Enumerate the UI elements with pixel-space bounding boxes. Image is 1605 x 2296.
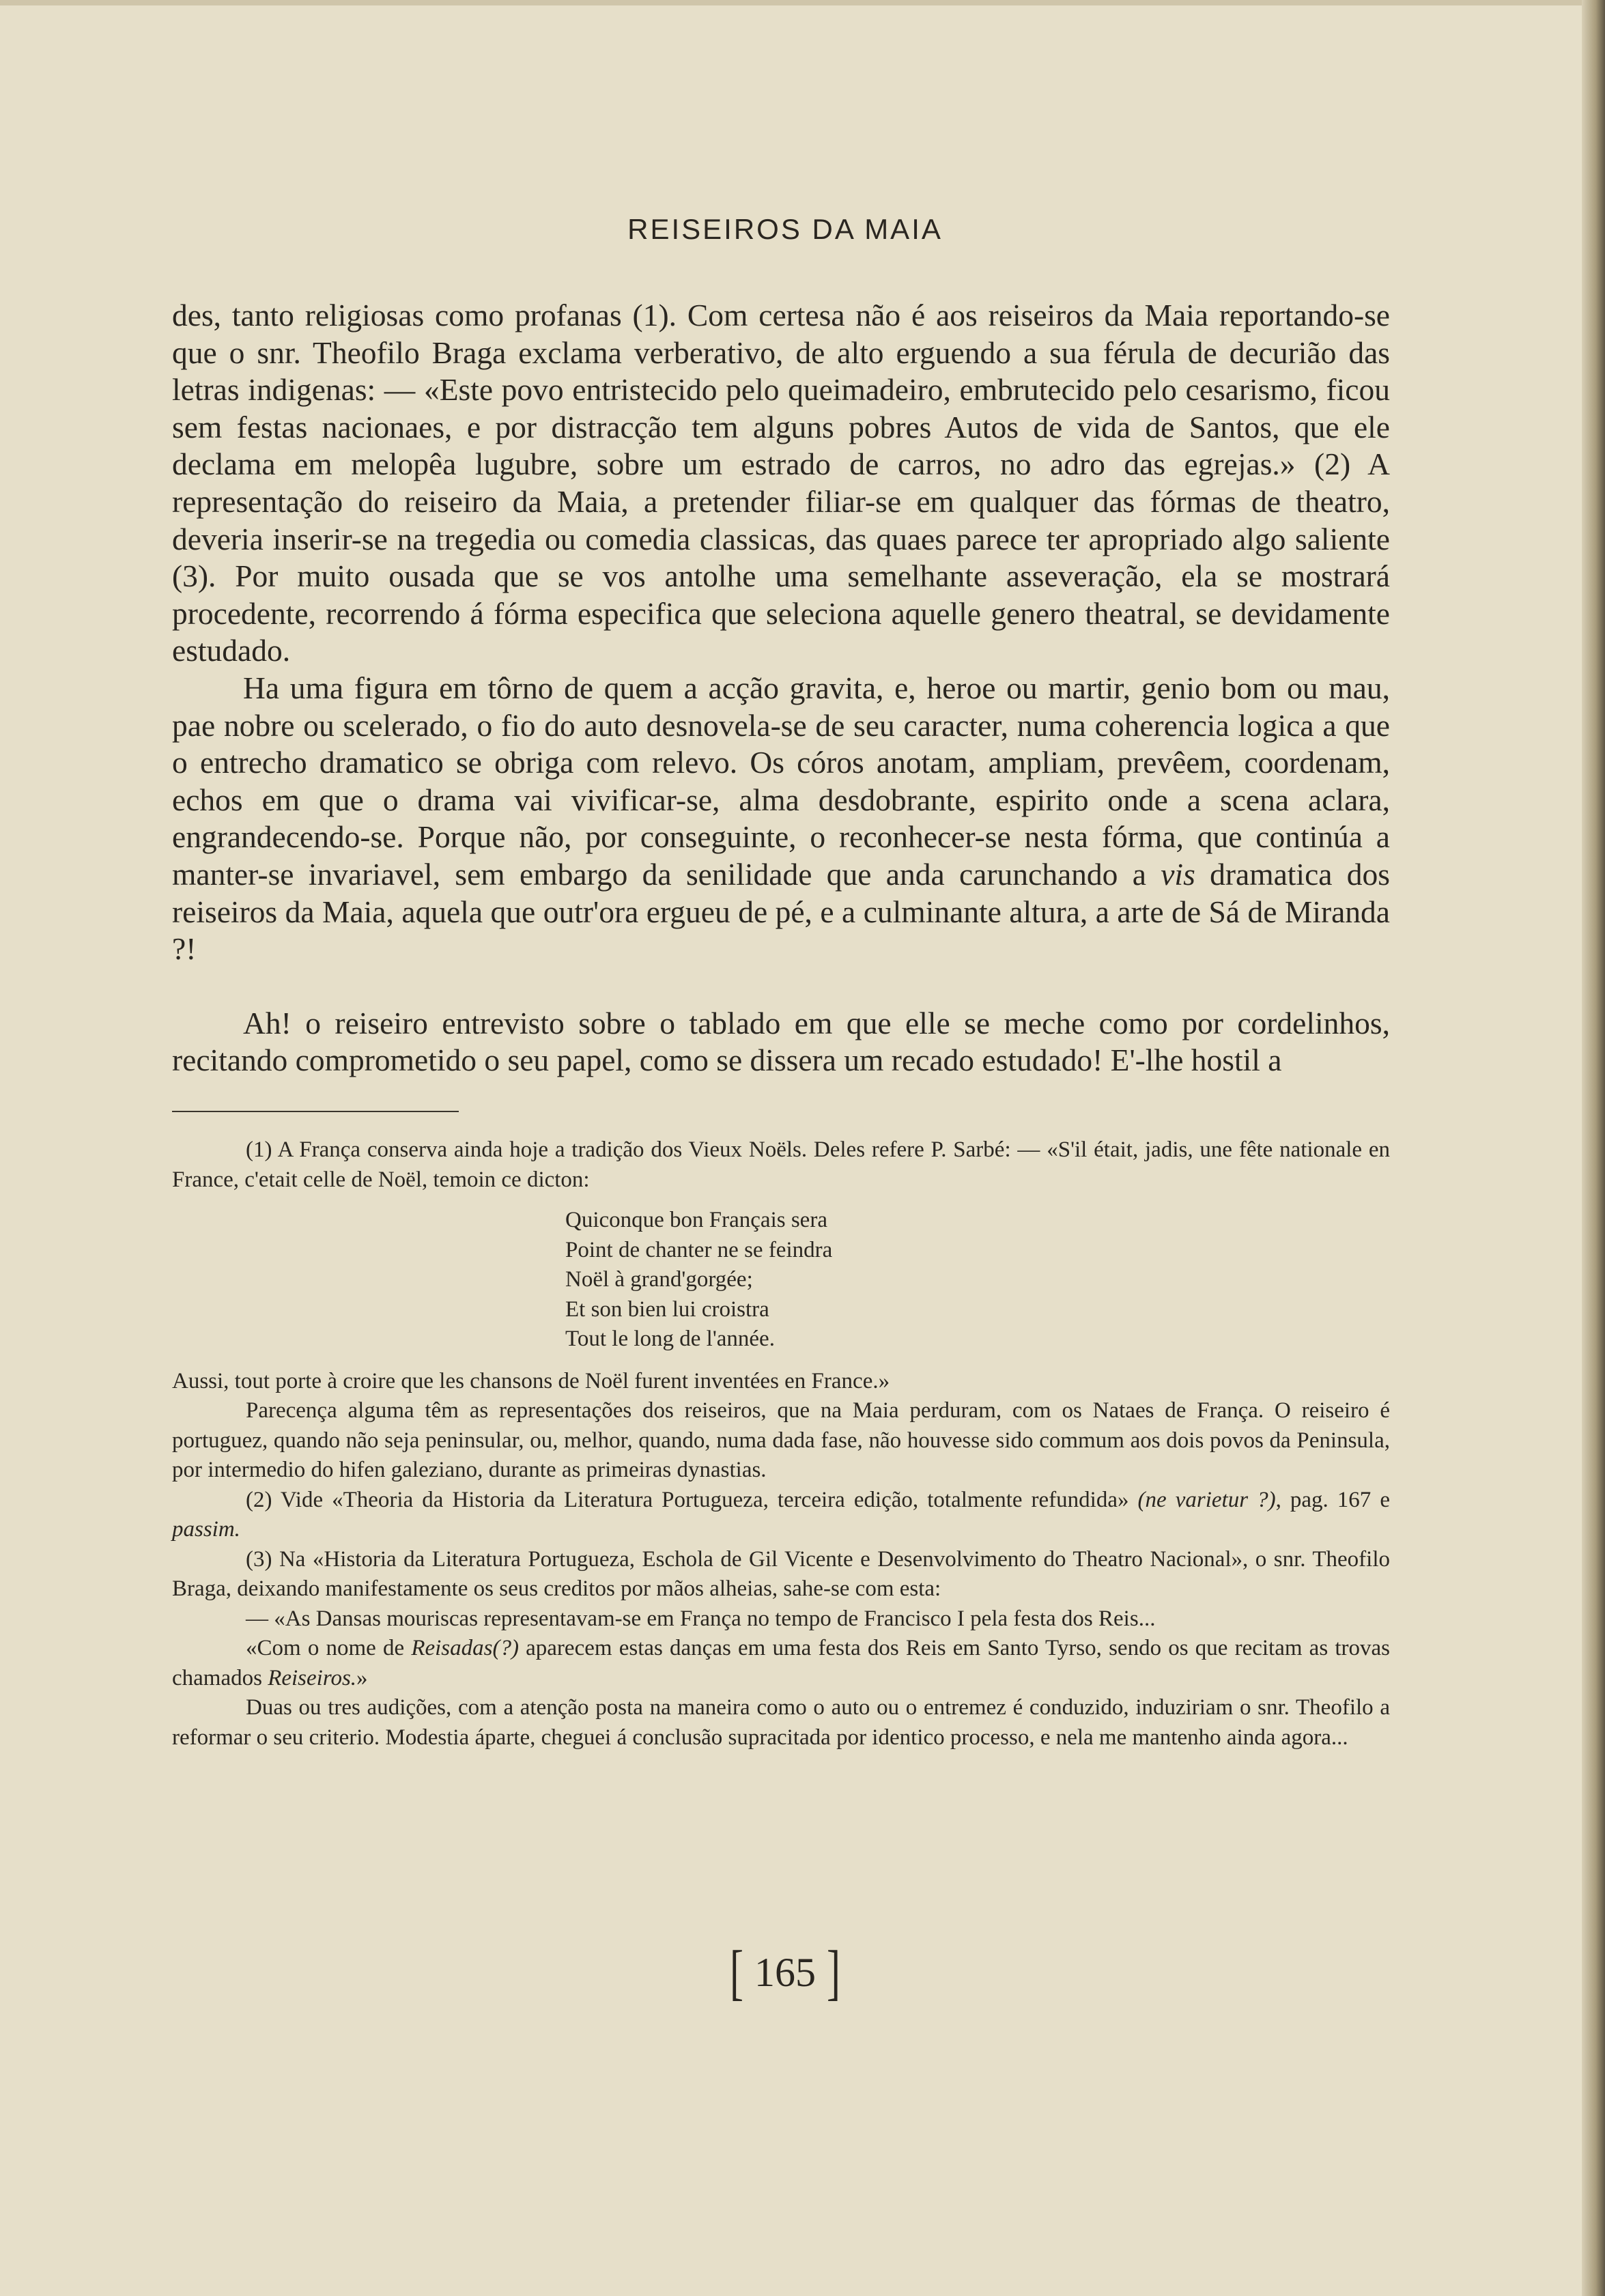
footnote-3-quote: — «As Dansas mouriscas representavam-se em França no tempo de Francisco I pela festa dos Reis...	[246, 1606, 1156, 1631]
page-right-edge	[1582, 0, 1605, 2296]
verse-line: Noël à grand'gorgée;	[565, 1267, 753, 1292]
footnote-1-comment: Parecença alguma têm as representações dos reiseiros, que na Maia perduram, com os Nataes de França. O reiseiro é portuguez, quando não seja peninsular, ou, melhor, quando, numa dada fase, não houvesse sido commum aos dois povos da Peninsula, por intermedio do hifen galeziano, durante as primeiras dynastias.	[172, 1398, 1390, 1482]
footnotes	[172, 1135, 1390, 1753]
footnote-3-quote-2: «Com o nome de Reisadas(?) aparecem estas danças em uma festa dos Reis em Santo Tyrso, sendo os que recitam as trovas chamados Reiseiros.»	[172, 1636, 1390, 1690]
bracket-open: [	[730, 1938, 743, 2007]
footnote-3-comment: Duas ou tres audições, com a atenção posta na maneira como o auto ou o entremez é conduzido, induziriam o snr. Theofilo a reformar o seu criterio. Modestia áparte, cheguei á conclusão supracitada por identico processo, e nela me mantenho ainda agora...	[172, 1695, 1390, 1750]
paragraph-gap	[172, 968, 1390, 1005]
footnote-1-close: Aussi, tout porte à croire que les chansons de Noël furent inventées en France.»	[172, 1368, 890, 1393]
verse-line: Quiconque bon Français sera	[565, 1208, 827, 1232]
italic-vis: vis	[1161, 856, 1195, 892]
page-number	[0, 1938, 1570, 2007]
footnote-3: (3) Na «Historia da Literatura Portugueza, Eschola de Gil Vicente e Desenvolvimento do Theatro Nacional», o snr. Theofilo Braga, deixando manifestamente os seus creditos por mãos alheias, sahe-se com esta:	[172, 1546, 1390, 1601]
main-text	[172, 297, 1390, 1079]
page-number-value: 165	[754, 1950, 816, 1995]
paragraph-1: des, tanto religiosas como profanas (1). Com certesa não é aos reiseiros da Maia reportando-se que o snr. Theofilo Braga exclama verberativo, de alto erguendo a sua férula de decurião das letras indigenas: — «Este povo entristecido pelo queimadeiro, embrutecido pelo cesarismo, ficou sem festas nacionaes, e por distracção tem alguns pobres Autos de vida de Santos, que ele declama em melopêa lugubre, sobre um estrado de carros, no adro das egrejas.» (2) A representação do reiseiro da Maia, a pretender filiar-se em qualquer das fórmas de theatro, deveria inserir-se na tregedia ou comedia classicas, das quaes parece ter apropriado algo saliente (3). Por muito ousada que se vos antolhe uma semelhante asseveração, ela se mostrará procedente, recorrendo á fórma especifica que seleciona aquelle genero theatral, se devidamente estudado.	[172, 298, 1390, 668]
footnote-rule	[172, 1111, 459, 1112]
paragraph-2: Ha uma figura em tôrno de quem a acção gravita, e, heroe ou martir, genio bom ou mau, pae nobre ou scelerado, o fio do auto desnovela-se de seu caracter, numa coherencia logica a que o entrecho dramatico se obriga com relevo. Os córos anotam, ampliam, prevêem, coordenam, echos em que o drama vai vivificar-se, alma desdobrante, espirito onde a scena aclara, engrandecendo-se. Porque não, por conseguinte, o reconhecer-se nesta fórma, que continúa a manter-se invariavel, sem embargo da senilidade que anda carunchando a vis dramatica dos reiseiros da Maia, aquela que outr'ora ergueu de pé, e a culminante altura, a arte de Sá de Miranda ?!	[172, 670, 1390, 967]
footnote-1-intro: (1) A França conserva ainda hoje a tradição dos Vieux Noëls. Deles refere P. Sarbé: — «S'il était, jadis, une fête nationale en France, c'etait celle de Noël, temoin ce dicton:	[172, 1137, 1390, 1192]
bracket-close: ]	[827, 1938, 840, 2007]
verse-line: Et son bien lui croistra	[565, 1296, 769, 1322]
page-top-edge	[0, 0, 1605, 5]
verse-line: Tout le long de l'année.	[565, 1327, 775, 1351]
running-title: REISEIROS DA MAIA	[627, 213, 943, 245]
paragraph-3: Ah! o reiseiro entrevisto sobre o tablado em que elle se meche como por cordelinhos, recitando comprometido o seu papel, como se dissera um recado estudado! E'-lhe hostil a	[172, 1005, 1390, 1078]
verse-line: Point de chanter ne se feindra	[565, 1237, 833, 1262]
footnote-1-verse	[565, 1206, 1390, 1355]
footnote-2: (2) Vide «Theoria da Historia da Literatura Portugueza, terceira edição, totalmente refundida» (ne varietur ?), pag. 167 e passim.	[172, 1487, 1390, 1542]
